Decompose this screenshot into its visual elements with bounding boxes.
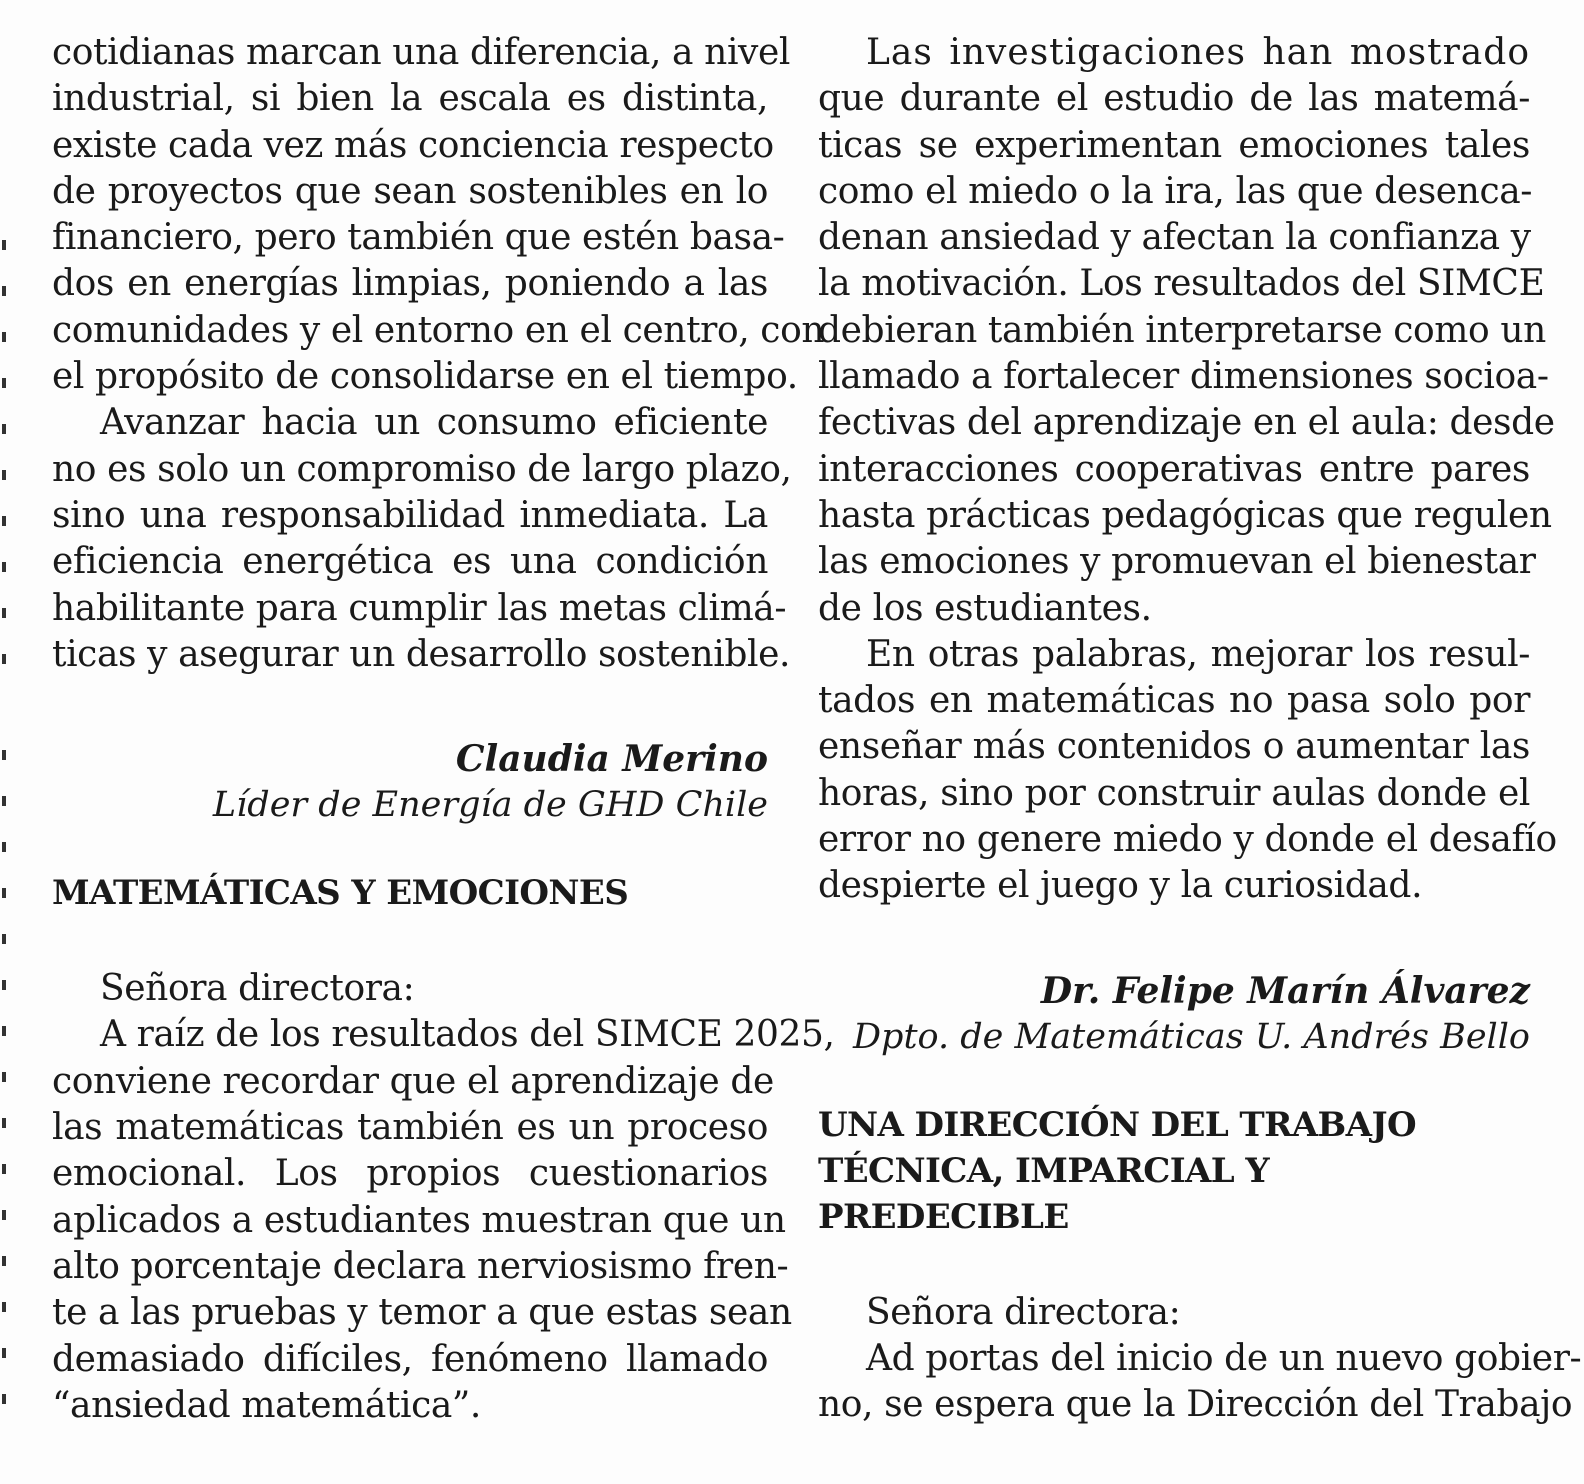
edge-mark [2,1210,6,1220]
adjacent-column-edge [0,0,10,1484]
text-line: debieran también interpretarse como un [818,309,1546,351]
edge-mark [2,332,6,342]
edge-mark [2,1026,6,1036]
letter-heading: MATEMÁTICAS Y EMOCIONES [52,873,629,914]
salutation: Señora directora: [866,1291,1181,1333]
text-line: “ansiedad matemática”. [52,1384,481,1426]
signature-name: Dr. Felipe Marín Álvarez [1040,969,1530,1012]
edge-mark [2,286,6,296]
edge-mark [2,424,6,434]
edge-mark [2,1256,6,1266]
text-line: A raíz de los resultados del SIMCE 2025, [100,1014,835,1056]
edge-mark [2,888,6,898]
text-line: existe cada vez más conciencia respecto [52,124,774,166]
text-line: que durante el estudio de las matemá- [818,78,1530,120]
labor-letter-heading [818,1102,1530,1240]
spacer [52,916,768,966]
text-line: demasiado difíciles, fenómeno llamado [52,1338,768,1380]
spacer [52,828,768,870]
text-line: como el miedo o la ira, las que desenca- [818,170,1533,212]
text-line: emocional. Los propios cuestionarios [52,1153,768,1195]
edge-mark [2,240,6,250]
text-line: error no genere miedo y donde el desafío [818,819,1557,861]
text-line: despierte el juego y la curiosidad. [818,865,1423,907]
text-line: ticas se experimentan emociones tales [818,124,1530,166]
spacer [818,1240,1530,1290]
edge-mark [2,654,6,664]
text-line: comunidades y el entorno en el centro, con [52,309,825,351]
text-line: Las investigaciones han mostrado [866,32,1530,73]
text-line: no, se espera que la Dirección del Trabajo [818,1384,1573,1426]
text-line: el propósito de consolidarse en el tiempo. [52,356,798,398]
text-line: de los estudiantes. [818,587,1152,629]
text-line: enseñar más contenidos o aumentar las [818,726,1530,768]
spacer [818,910,1530,968]
text-line: no es solo un compromiso de largo plazo, [52,448,792,490]
edge-mark [2,562,6,572]
left-column [52,30,835,1429]
text-line: ticas y asegurar un desarrollo sostenible. [52,633,791,675]
text-line: horas, sino por construir aulas donde el [818,772,1530,814]
edge-mark [2,1302,6,1312]
spacer [818,1060,1530,1102]
signature-role: Dpto. de Matemáticas U. Andrés Bello [852,1016,1530,1057]
salutation: Señora directora: [100,968,415,1010]
text-line: llamado a fortalecer dimensiones socioa- [818,356,1549,398]
energy-letter-ending [52,30,825,678]
edge-mark [2,1348,6,1358]
text-line: Avanzar hacia un consumo eficiente [100,402,768,444]
text-line: dos en energías limpias, poniendo a las [52,263,768,305]
text-line: fectivas del aprendizaje en el aula: desde [818,402,1555,444]
text-line: denan ansiedad y afectan la confianza y [818,217,1531,259]
text-line: de proyectos que sean sostenibles en lo [52,170,768,212]
text-line: habilitante para cumplir las metas climá- [52,587,787,629]
text-line: Ad portas del inicio de un nuevo gobier- [866,1337,1582,1379]
text-line: eficiencia energética es una condición [52,541,768,583]
text-line: tados en matemáticas no pasa solo por [818,680,1530,722]
edge-mark [2,470,6,480]
text-line: conviene recordar que el aprendizaje de [52,1060,774,1102]
edge-mark [2,378,6,388]
text-line: industrial, si bien la escala es distinta, [52,78,768,120]
signature-name: Claudia Merino [455,738,768,781]
text-line: cotidianas marcan una diferencia, a nivel [52,32,791,73]
text-line: te a las pruebas y temor a que estas sean [52,1292,792,1334]
right-column [818,30,1582,1429]
text-line: la motivación. Los resultados del SIMCE [818,263,1545,305]
spacer [52,678,768,736]
edge-mark [2,1118,6,1128]
math-letter-continued [818,30,1557,910]
text-line: interacciones cooperativas entre pares [818,448,1530,490]
text-line: alto porcentaje declara nerviosismo fren- [52,1245,789,1287]
edge-mark [2,980,6,990]
text-line: En otras palabras, mejorar los resul- [866,633,1530,675]
edge-mark [2,1072,6,1082]
edge-mark [2,796,6,806]
text-line: hasta prácticas pedagógicas que regulen [818,494,1552,536]
heading-line: PREDECIBLE [818,1196,1069,1237]
edge-mark [2,1394,6,1404]
heading-line: UNA DIRECCIÓN DEL TRABAJO [818,1104,1416,1145]
edge-mark [2,842,6,852]
labor-letter-body [818,1336,1582,1429]
text-line: financiero, pero también que estén basa- [52,217,785,259]
signature-role: Líder de Energía de GHD Chile [212,785,768,826]
text-line: sino una responsabilidad inmediata. La [52,494,768,536]
text-line: las matemáticas también es un proceso [52,1107,768,1149]
edge-mark [2,934,6,944]
edge-mark [2,750,6,760]
edge-mark [2,608,6,618]
heading-line: TÉCNICA, IMPARCIAL Y [818,1150,1270,1191]
math-letter-body [52,1012,835,1429]
edge-mark [2,1164,6,1174]
edge-mark [2,516,6,526]
text-line: aplicados a estudiantes muestran que un [52,1199,786,1241]
text-line: las emociones y promuevan el bienestar [818,541,1536,583]
